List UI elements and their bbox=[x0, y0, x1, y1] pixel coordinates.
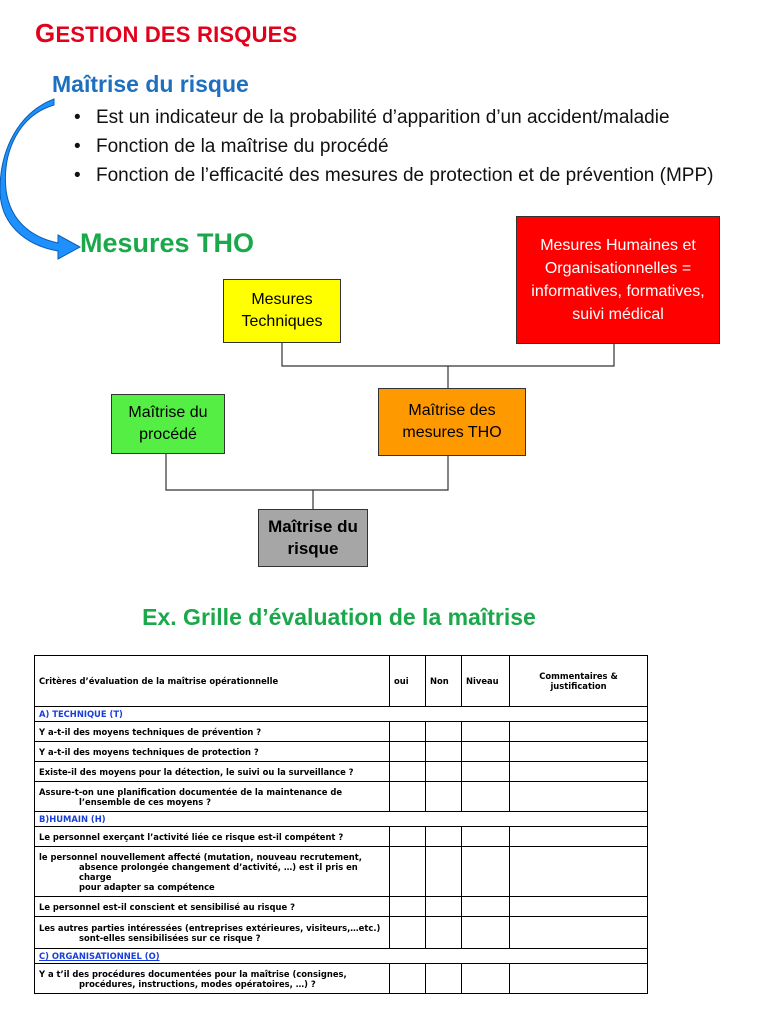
criteria-cell: Y a-t-il des moyens techniques de protection ? bbox=[35, 742, 390, 762]
table-row bbox=[35, 827, 648, 847]
comment-cell[interactable] bbox=[510, 722, 648, 742]
comment-cell[interactable] bbox=[510, 847, 648, 897]
criteria-cell: Existe-il des moyens pour la détection, le suivi ou la surveillance ? bbox=[35, 762, 390, 782]
non-cell[interactable] bbox=[426, 827, 462, 847]
bullet-item: • Fonction de la maîtrise du procédé bbox=[72, 135, 762, 158]
niveau-cell[interactable] bbox=[462, 762, 510, 782]
oui-cell[interactable] bbox=[390, 762, 426, 782]
section-humain: B)HUMAIN (H) bbox=[35, 812, 648, 827]
header-oui: oui bbox=[390, 656, 426, 707]
box-mesures-humaines: Mesures Humaines et Organisationnelles = informatives, formatives, suivi médical bbox=[516, 216, 720, 344]
box-maitrise-risque: Maîtrise du risque bbox=[258, 509, 368, 567]
comment-cell[interactable] bbox=[510, 897, 648, 917]
box-maitrise-procede: Maîtrise du procédé bbox=[111, 394, 225, 454]
comment-cell[interactable] bbox=[510, 964, 648, 994]
subtitle: Maîtrise du risque bbox=[52, 71, 249, 97]
table-row bbox=[35, 762, 648, 782]
section-row bbox=[35, 949, 648, 964]
section-organisationnel: C) ORGANISATIONNEL (O) bbox=[35, 949, 648, 964]
table-row bbox=[35, 742, 648, 762]
header-non: Non bbox=[426, 656, 462, 707]
comment-cell[interactable] bbox=[510, 762, 648, 782]
criteria-cell: Le personnel exerçant l’activité liée ce risque est-il compétent ? bbox=[35, 827, 390, 847]
table-header-row bbox=[35, 656, 648, 707]
criteria-cell: Le personnel est-il conscient et sensibilisé au risque ? bbox=[35, 897, 390, 917]
table-row bbox=[35, 917, 648, 949]
non-cell[interactable] bbox=[426, 762, 462, 782]
section-row bbox=[35, 812, 648, 827]
box-mesures-techniques: Mesures Techniques bbox=[223, 279, 341, 343]
page-title: GESTION DES RISQUES bbox=[35, 18, 298, 48]
header-niveau: Niveau bbox=[462, 656, 510, 707]
niveau-cell[interactable] bbox=[462, 722, 510, 742]
criteria-cell: Y a-t-il des moyens techniques de prévention ? bbox=[35, 722, 390, 742]
bullet-item: • Fonction de l’efficacité des mesures de protection et de prévention (MPP) bbox=[72, 164, 762, 187]
section-row bbox=[35, 707, 648, 722]
bullet-item: • Est un indicateur de la probabilité d’apparition d’un accident/maladie bbox=[72, 106, 762, 129]
non-cell[interactable] bbox=[426, 917, 462, 949]
oui-cell[interactable] bbox=[390, 742, 426, 762]
non-cell[interactable] bbox=[426, 847, 462, 897]
evaluation-grid bbox=[34, 655, 648, 994]
niveau-cell[interactable] bbox=[462, 847, 510, 897]
oui-cell[interactable] bbox=[390, 782, 426, 812]
table-row bbox=[35, 722, 648, 742]
header-comments: Commentaires & justification bbox=[510, 656, 648, 707]
table-row bbox=[35, 782, 648, 812]
grid-title: Ex. Grille d’évaluation de la maîtrise bbox=[142, 604, 536, 630]
comment-cell[interactable] bbox=[510, 917, 648, 949]
non-cell[interactable] bbox=[426, 964, 462, 994]
oui-cell[interactable] bbox=[390, 917, 426, 949]
non-cell[interactable] bbox=[426, 782, 462, 812]
niveau-cell[interactable] bbox=[462, 827, 510, 847]
non-cell[interactable] bbox=[426, 722, 462, 742]
oui-cell[interactable] bbox=[390, 964, 426, 994]
non-cell[interactable] bbox=[426, 742, 462, 762]
oui-cell[interactable] bbox=[390, 897, 426, 917]
bullet-list bbox=[72, 106, 762, 193]
header-criteria: Critères d’évaluation de la maîtrise opérationnelle bbox=[35, 656, 390, 707]
niveau-cell[interactable] bbox=[462, 917, 510, 949]
section-technique: A) TECHNIQUE (T) bbox=[35, 707, 648, 722]
oui-cell[interactable] bbox=[390, 847, 426, 897]
criteria-cell: le personnel nouvellement affecté (mutation, nouveau recrutement, absence prolongée changement d’activité, …) est il pris en charge pour adapter sa compétence bbox=[35, 847, 390, 897]
oui-cell[interactable] bbox=[390, 722, 426, 742]
comment-cell[interactable] bbox=[510, 782, 648, 812]
niveau-cell[interactable] bbox=[462, 897, 510, 917]
table-row bbox=[35, 964, 648, 994]
oui-cell[interactable] bbox=[390, 827, 426, 847]
niveau-cell[interactable] bbox=[462, 964, 510, 994]
table-row bbox=[35, 897, 648, 917]
niveau-cell[interactable] bbox=[462, 742, 510, 762]
comment-cell[interactable] bbox=[510, 742, 648, 762]
diagram-title: Mesures THO bbox=[80, 228, 255, 258]
table-row bbox=[35, 847, 648, 897]
non-cell[interactable] bbox=[426, 897, 462, 917]
criteria-cell: Les autres parties intéressées (entreprises extérieures, visiteurs,…etc.) sont-elles sensibilisées sur ce risque ? bbox=[35, 917, 390, 949]
connector-top bbox=[282, 343, 614, 366]
criteria-cell: Y a t’il des procédures documentées pour la maîtrise (consignes, procédures, instructions, modes opératoires, …) ? bbox=[35, 964, 390, 994]
niveau-cell[interactable] bbox=[462, 782, 510, 812]
criteria-cell: Assure-t-on une planification documentée de la maintenance de l’ensemble de ces moyens ? bbox=[35, 782, 390, 812]
box-maitrise-mesures: Maîtrise des mesures THO bbox=[378, 388, 526, 456]
connector-bottom bbox=[166, 454, 448, 490]
comment-cell[interactable] bbox=[510, 827, 648, 847]
